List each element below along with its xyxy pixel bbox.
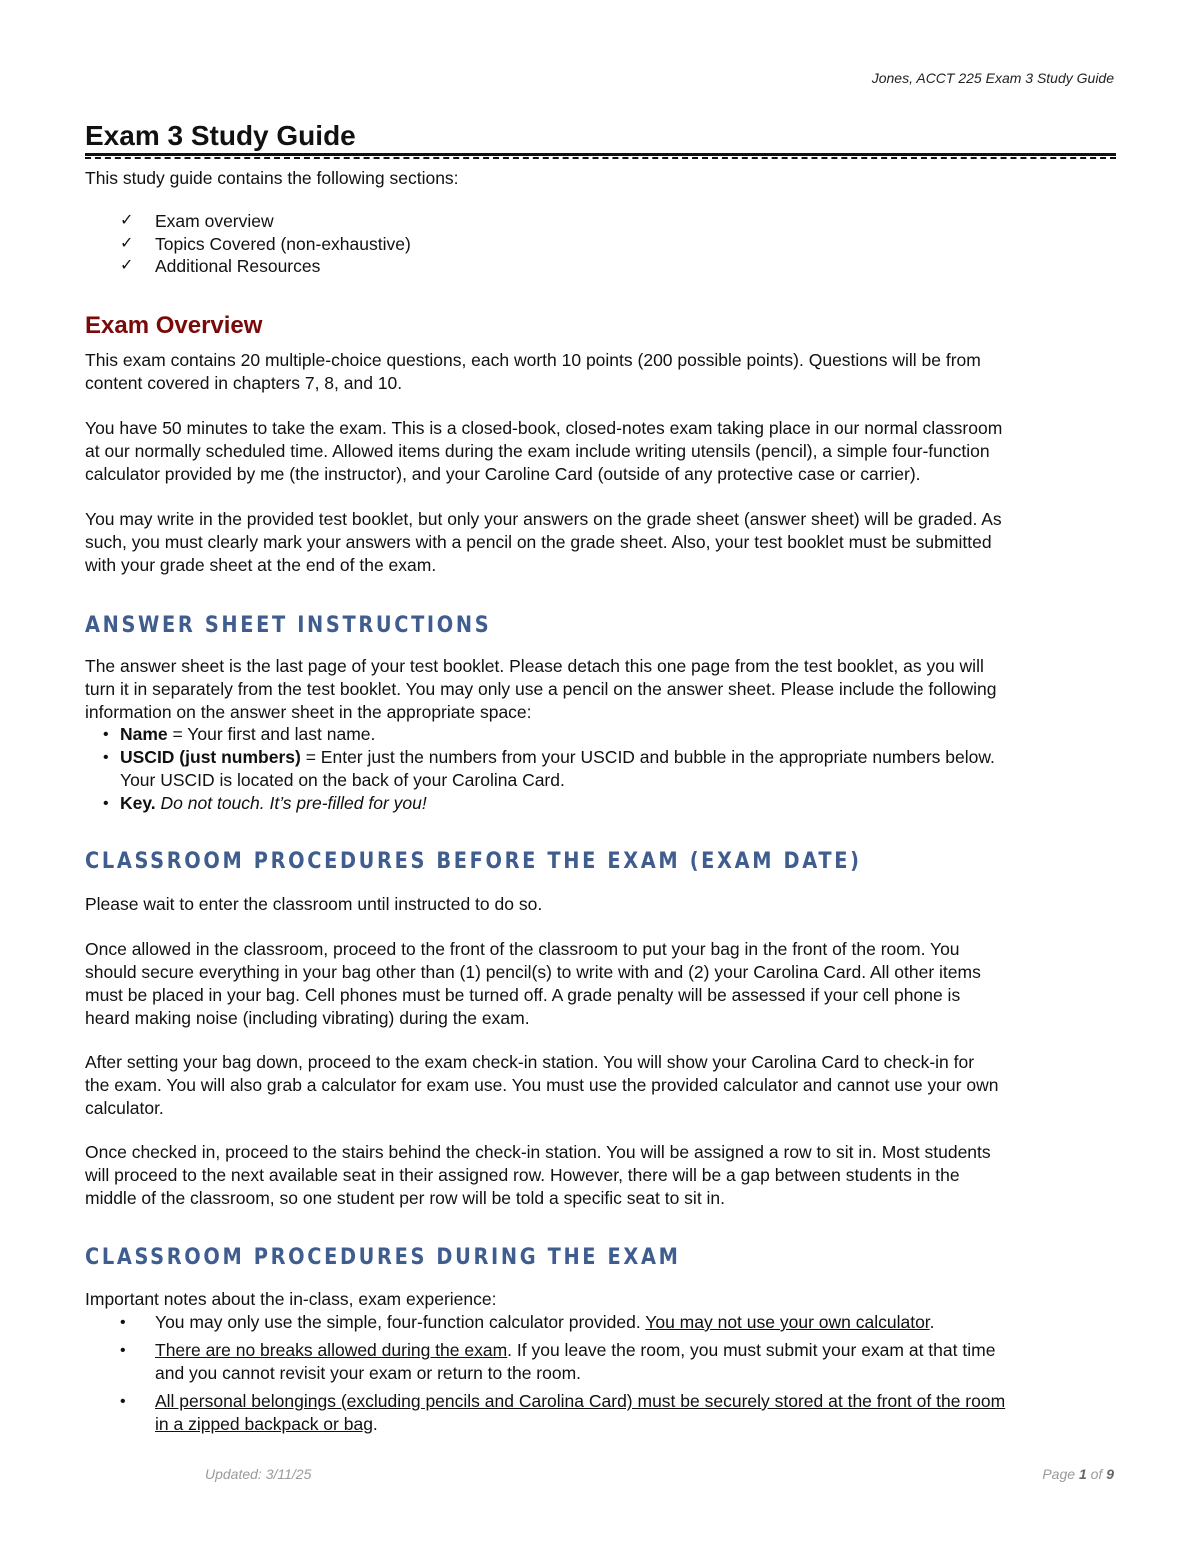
bullet-icon: • [103, 795, 109, 812]
list-item: • Key. Do not touch. It’s pre-filled for you! [103, 793, 427, 813]
section-heading-answer-sheet: ANSWER SHEET INSTRUCTIONS [85, 613, 492, 638]
sections-checklist [120, 210, 411, 278]
answer-sheet-list [85, 723, 1120, 815]
checkmark-icon: ✓ [120, 234, 134, 252]
before-paragraph-4: Once checked in, proceed to the stairs behind the check-in station. You will be assigned a row to sit in. Most students will proceed to the next available seat in their assigned row. However, there will be a gap between students in the middle of the classroom, so one student per row will be told a specific seat to sit in. [85, 1142, 991, 1208]
list-item: • You may only use the simple, four-function calculator provided. You may not use your own calculator. [120, 1312, 935, 1332]
footer-page-number: Page 1 of 9 [1042, 1466, 1114, 1482]
bullet-icon: • [103, 749, 109, 766]
overview-paragraph-1: This exam contains 20 multiple-choice questions, each worth 10 points (200 possible points). Questions will be from content covered in chapters 7, 8, and 10. [85, 350, 981, 393]
before-paragraph-3: After setting your bag down, proceed to the exam check-in station. You will show your Carolina Card to check-in for the exam. You will also grab a calculator for exam use. You must use the provided calculator and cannot use your own calculator. [85, 1052, 999, 1118]
overview-paragraph-2: You have 50 minutes to take the exam. This is a closed-book, closed-notes exam taking place in our normal classroom at our normally scheduled time. Allowed items during the exam include writing utensils (pencil), a simple four-function calculator provided by me (the instructor), and your Caroline Card (outside of any protective case or carrier). [85, 418, 1003, 484]
before-paragraph-1: Please wait to enter the classroom until instructed to do so. [85, 894, 543, 914]
list-item: • There are no breaks allowed during the exam. If you leave the room, you must submit your exam at that time and you cannot revisit your exam or return to the room. [120, 1340, 996, 1383]
bullet-icon: • [120, 1342, 126, 1359]
section-heading-exam-overview: Exam Overview [85, 312, 263, 339]
footer-updated-date: Updated: 3/11/25 [205, 1466, 312, 1482]
overview-paragraph-3: You may write in the provided test booklet, but only your answers on the grade sheet (answer sheet) will be graded. As such, you must clearly mark your answers with a pencil on the grade sheet. Also, your test booklet must be submitted with your grade sheet at the end of the exam. [85, 509, 1002, 575]
list-item: • Name = Your first and last name. [103, 724, 376, 744]
list-item: ✓ Topics Covered (non-exhaustive) [120, 233, 411, 254]
title-divider [85, 153, 1116, 159]
list-item: • USCID (just numbers) = Enter just the numbers from your USCID and bubble in the appropriate numbers below. Your USCID is located on the back of your Carolina Card. [103, 747, 995, 790]
page-title: Exam 3 Study Guide [85, 120, 356, 151]
section-heading-during-exam: CLASSROOM PROCEDURES DURING THE EXAM [85, 1245, 681, 1270]
intro-text: This study guide contains the following sections: [85, 168, 459, 188]
list-item: ✓ Additional Resources [120, 256, 321, 276]
answer-sheet-paragraph: The answer sheet is the last page of your test booklet. Please detach this one page from the test booklet, as you will turn it in separately from the test booklet. You may only use a pencil on the answer sheet. Please include the following information on the answer sheet in the appropriate space: [85, 656, 997, 722]
checkmark-icon: ✓ [120, 212, 134, 229]
during-list [85, 1311, 1120, 1441]
section-heading-before-exam: CLASSROOM PROCEDURES BEFORE THE EXAM (EXAM DATE) [85, 849, 862, 874]
list-item: ✓ Exam overview [120, 211, 274, 231]
list-item: • All personal belongings (excluding pencils and Carolina Card) must be securely stored at the front of the room in a zipped backpack or bag. [120, 1391, 1006, 1434]
checkmark-icon: ✓ [120, 257, 134, 274]
before-paragraph-2: Once allowed in the classroom, proceed to the front of the classroom to put your bag in the front of the room. You should secure everything in your bag other than (1) pencil(s) to write with and (2) your Carolina Card. All other items must be placed in your bag. Cell phones must be turned off. A grade penalty will be assessed if your cell phone is heard making noise (including vibrating) during the exam. [85, 939, 981, 1028]
bullet-icon: • [120, 1314, 126, 1331]
bullet-icon: • [103, 726, 109, 743]
during-intro: Important notes about the in-class, exam experience: [85, 1289, 497, 1309]
running-header: Jones, ACCT 225 Exam 3 Study Guide [871, 70, 1114, 86]
bullet-icon: • [120, 1393, 126, 1410]
